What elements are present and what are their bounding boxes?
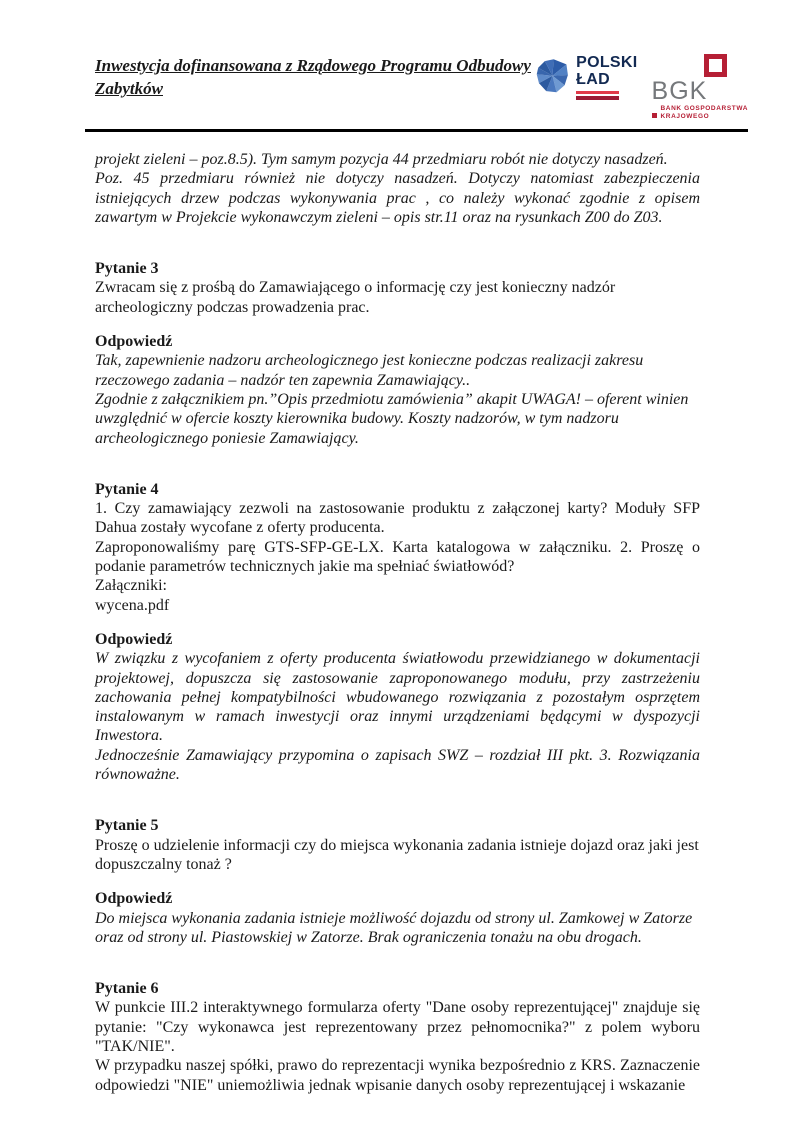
polski-lad-line1: POLSKI — [576, 54, 638, 71]
polski-lad-line2: ŁAD — [576, 71, 610, 88]
question-paragraph: Zaproponowaliśmy parę GTS-SFP-GE-LX. Karta katalogowa w załączniku. 2. Proszę o podanie parametrów technicznych jakie ma spełniać światłowód? — [95, 538, 700, 576]
poland-map-icon — [536, 56, 569, 97]
document-title-line1: Inwestycja dofinansowana z Rządowego Programu Odbudowy — [95, 56, 531, 75]
odpowiedz-3-heading: Odpowiedź — [95, 333, 173, 351]
document-title — [95, 54, 536, 100]
bgk-dot-icon — [652, 113, 657, 118]
section-pytanie-5 — [95, 816, 700, 874]
attachments-label: Załączniki: — [95, 577, 167, 595]
odpowiedz-4-heading: Odpowiedź — [95, 630, 173, 648]
document-body — [0, 132, 794, 1095]
section-odpowiedz-5 — [95, 889, 700, 947]
answer-paragraph: Jednocześnie Zamawiający przypomina o zapisach SWZ – rozdział III pkt. 3. Rozwiązania równoważne. — [95, 746, 700, 784]
bgk-subtitle-line1: BANK GOSPODARSTWA — [660, 105, 748, 112]
odpowiedz-5-heading: Odpowiedź — [95, 890, 173, 908]
question-paragraph: 1. Czy zamawiający zezwoli na zastosowanie produktu z załączonej karty? Moduły SFP Dahua zostały wycofane z oferty producenta. — [95, 500, 700, 537]
polski-lad-logo — [536, 54, 637, 100]
section-odpowiedz-4 — [95, 630, 700, 784]
polski-lad-wordmark — [576, 54, 637, 100]
intro-paragraph-1: projekt zieleni – poz.8.5). Tym samym pozycja 44 przedmiaru robót nie dotyczy nasadzeń. — [95, 151, 668, 168]
section-pytanie-3 — [95, 259, 700, 317]
bgk-square-icon — [704, 54, 727, 77]
bgk-logo — [652, 54, 748, 120]
bgk-subtitle-line2: KRAJOWEGO — [660, 112, 710, 120]
document-title-line2: Zabytków — [95, 79, 163, 98]
flag-stripes-icon — [576, 91, 619, 100]
question-paragraph: Zwracam się z prośbą do Zamawiającego o informację czy jest konieczny nadzór archeologiczny podczas prowadzenia prac. — [95, 279, 616, 316]
section-pytanie-6 — [95, 979, 700, 1095]
question-paragraph: Proszę o udzielenie informacji czy do miejsca wykonania zadania istnieje dojazd oraz jaki jest dopuszczalny tonaż ? — [95, 836, 699, 873]
intro-paragraph-2: Poz. 45 przedmiaru również nie dotyczy nasadzeń. Dotyczy natomiast zabezpieczenia istniejących drzew podczas wykonywania prac , co należy wykonać zgodnie z opisem zawartym w Projekcie wykonawczym zieleni – opis str.11 oraz na rysunkach Z00 do Z03. — [95, 170, 700, 226]
question-paragraph: W przypadku naszej spółki, prawo do reprezentacji wynika bezpośrednio z KRS. Zaznaczenie odpowiedzi "NIE" uniemożliwia jednak wpisanie danych osoby reprezentującej i wskazanie — [95, 1057, 700, 1094]
logo-group — [536, 54, 748, 120]
question-paragraph: W punkcie III.2 interaktywnego formularza oferty "Dane osoby reprezentującej" znajduje się pytanie: "Czy wykonawca jest reprezentowany przez pełnomocnika?" z polem wyboru "TAK/NIE". — [95, 999, 700, 1055]
bgk-abbr: BGK — [651, 77, 708, 105]
section-pytanie-4 — [95, 480, 700, 615]
answer-paragraph: W związku z wycofaniem z oferty producenta światłowodu przewidzianego w dokumentacji projektowej, dopuszcza się zastosowanie zaproponowanego modułu, przy zastrzeżeniu zachowania pełnej kompatybilności wbudowanego rozwiązania z pozostałym osprzętem instalowanym w ramach inwestycji oraz innymi urządzeniami będącymi w dyspozycji Inwestora. — [95, 650, 700, 745]
pytanie-6-heading: Pytanie 6 — [95, 980, 159, 998]
answer-paragraph: Zgodnie z załącznikiem pn.”Opis przedmiotu zamówienia” akapit UWAGA! – oferent winien uwzględnić w ofercie koszty kierownika budowy. Koszty nadzorów, w tym nadzoru archeologicznego poniesie Zamawiający. — [95, 390, 689, 447]
bgk-subtitle — [652, 105, 748, 120]
answer-paragraph: Tak, zapewnienie nadzoru archeologicznego jest konieczne podczas realizacji zakresu rzeczowego zadania – nadzór ten zapewnia Zamawiający.. — [95, 352, 644, 389]
pytanie-3-heading: Pytanie 3 — [95, 260, 159, 278]
answer-paragraph: Do miejsca wykonania zadania istnieje możliwość dojazdu od strony ul. Zamkowej w Zatorze oraz od strony ul. Piastowskiej w Zatorze. Brak ograniczenia tonażu na obu drogach. — [95, 909, 693, 946]
section-odpowiedz-3 — [95, 332, 700, 448]
pytanie-4-heading: Pytanie 4 — [95, 480, 159, 498]
attachment-filename: wycena.pdf — [95, 596, 170, 614]
pytanie-5-heading: Pytanie 5 — [95, 817, 159, 835]
page-header — [0, 0, 794, 120]
